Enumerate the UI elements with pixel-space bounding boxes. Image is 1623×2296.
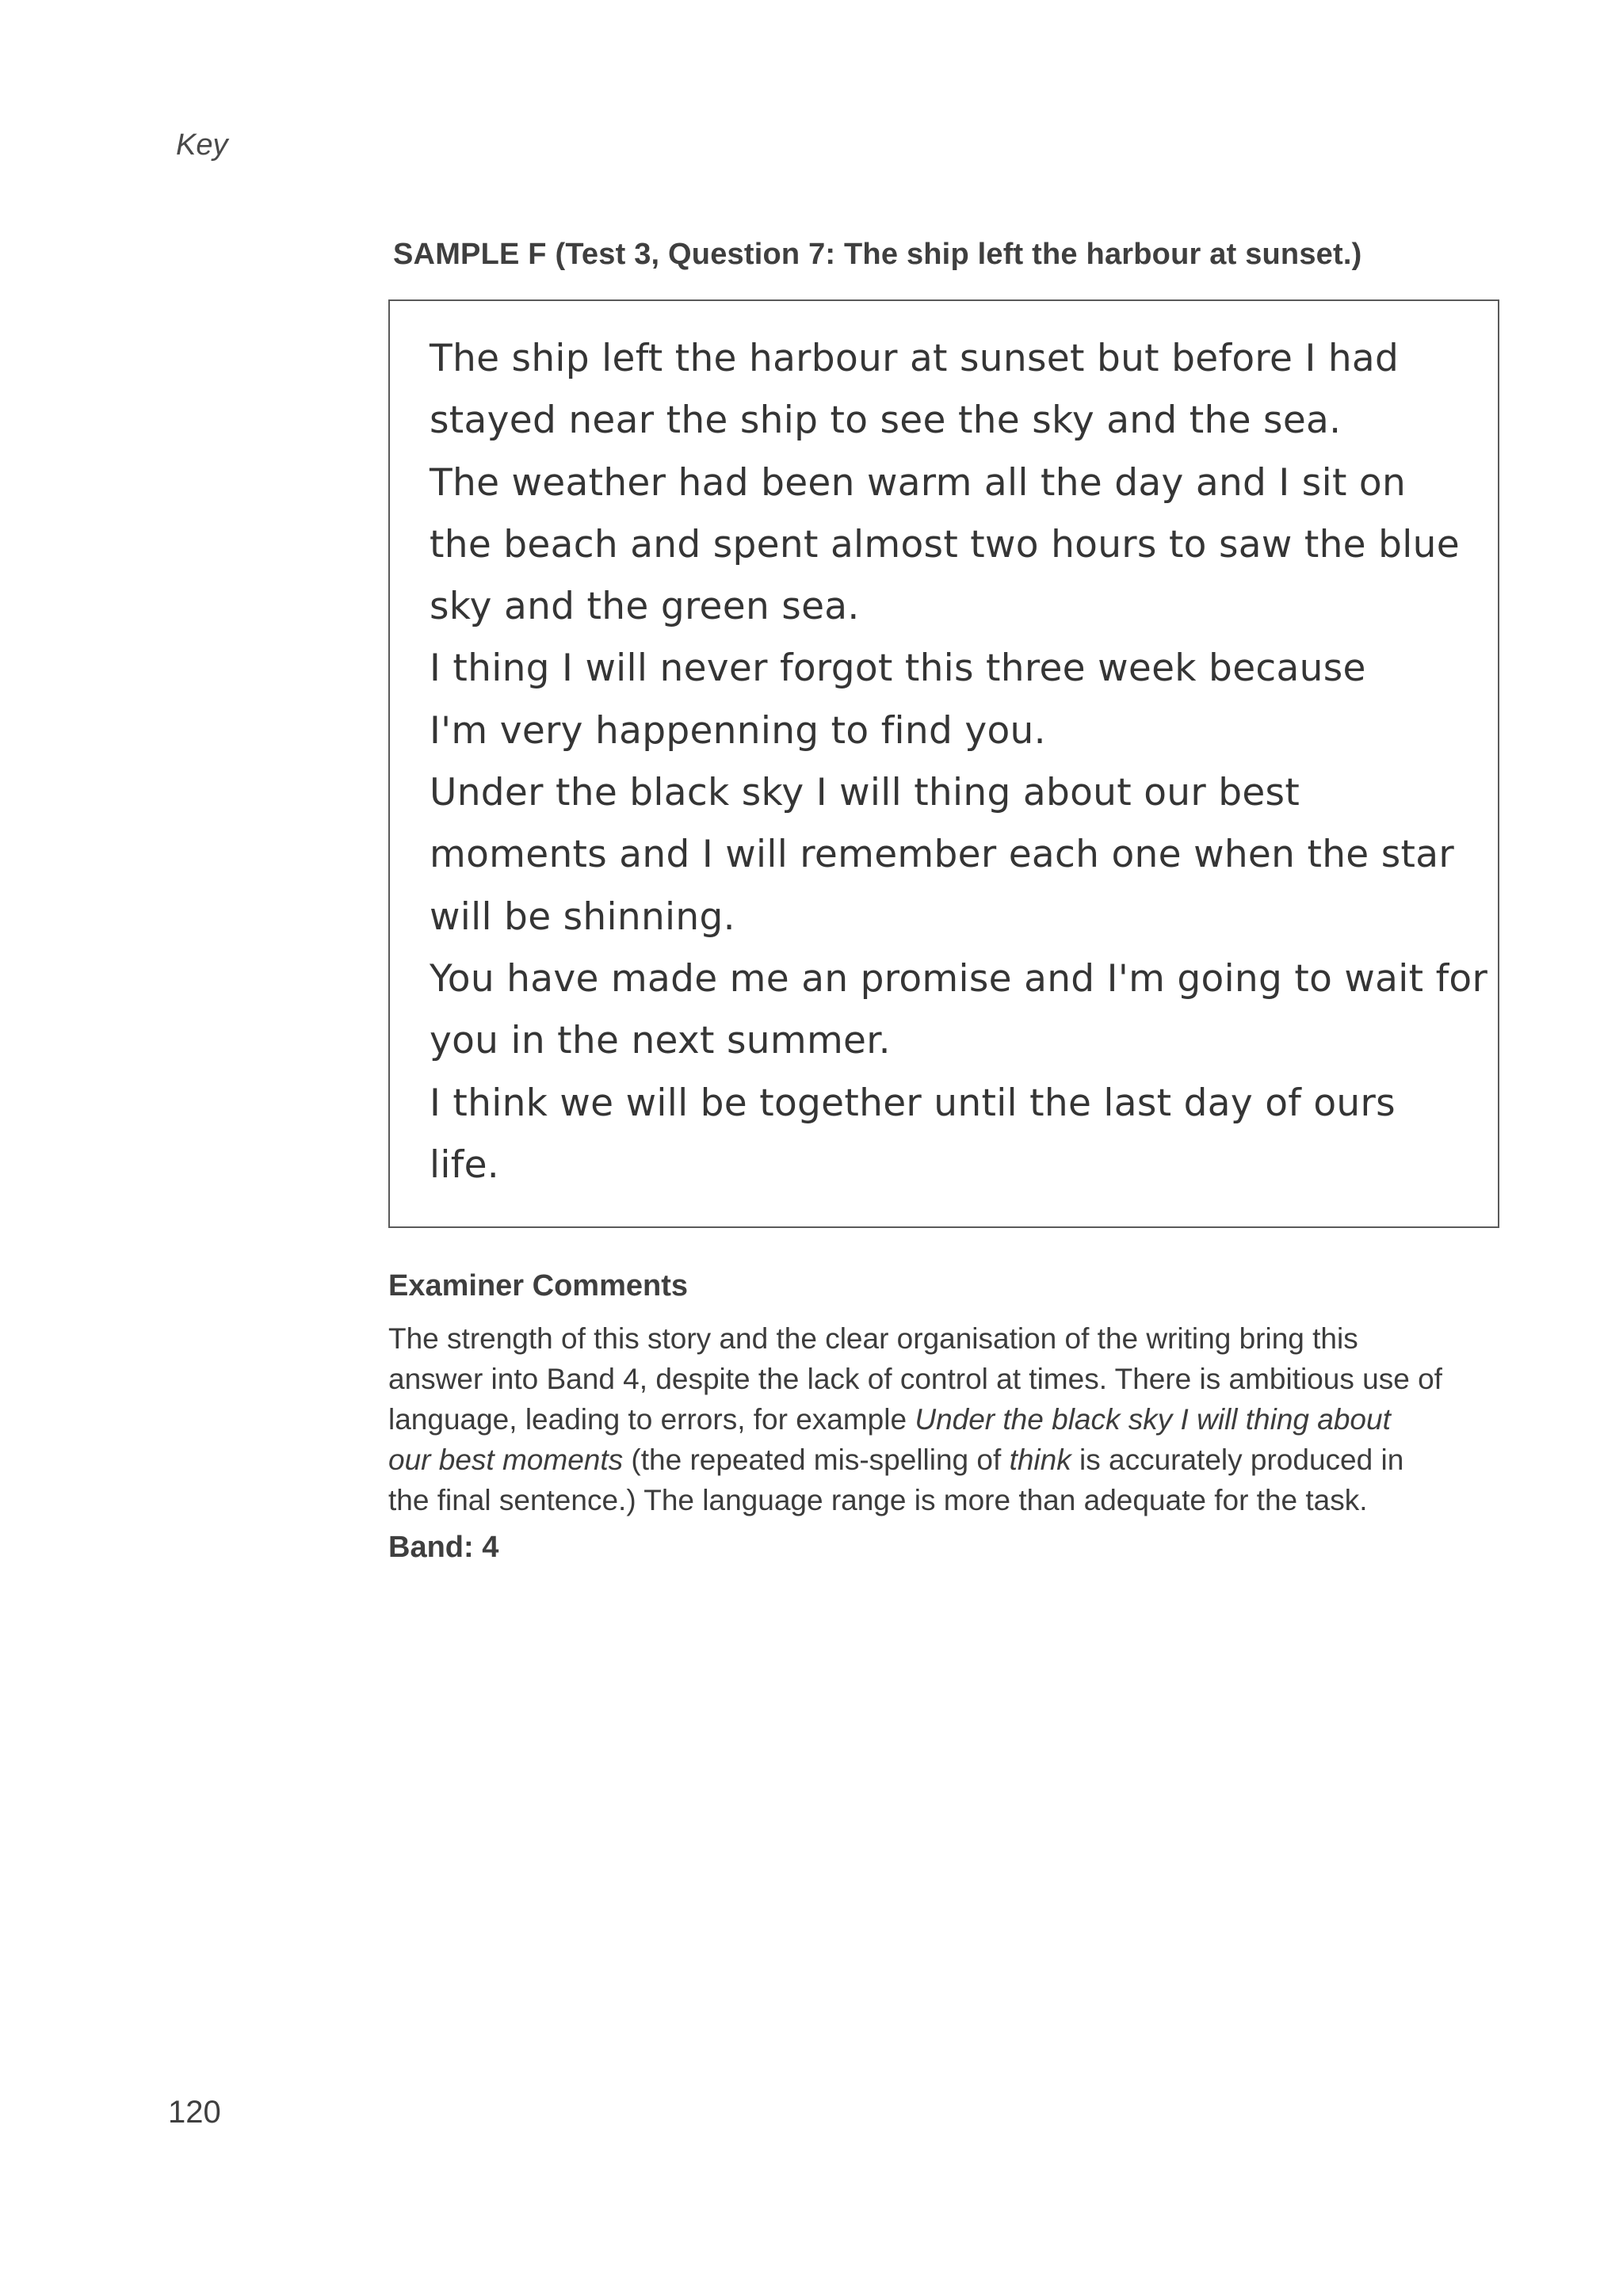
comment-line: answer into Band 4, despite the lack of control at times. There is ambitious use of	[388, 1363, 1442, 1395]
examiner-comments-heading: Examiner Comments	[388, 1269, 689, 1302]
quoted-example: our best moments	[388, 1444, 624, 1476]
answer-line: I think we will be together until the last day of ours	[430, 1081, 1396, 1125]
handwritten-answer-box	[388, 299, 1499, 1228]
answer-line: the beach and spent almost two hours to saw the blue	[430, 522, 1460, 566]
comment-line: our best moments (the repeated mis-spelling of think is accurately produced in	[388, 1444, 1404, 1476]
answer-line: Under the black sky I will thing about our best	[430, 771, 1300, 815]
answer-line: The ship left the harbour at sunset but before I had	[430, 337, 1400, 380]
answer-line: I thing I will never forgot this three week because	[430, 646, 1366, 691]
answer-line: life.	[430, 1142, 500, 1187]
answer-line: will be shinning.	[430, 894, 735, 939]
quoted-example: Under the black sky I will thing about	[915, 1403, 1391, 1436]
answer-line: You have made me an promise and I'm going to wait for	[430, 956, 1488, 1001]
comment-line: The strength of this story and the clear organisation of the writing bring this	[388, 1322, 1358, 1355]
answer-line: you in the next summer.	[430, 1019, 891, 1063]
band-score: Band: 4	[388, 1531, 499, 1564]
examiner-comments-text	[388, 1318, 1514, 1520]
handwritten-answer	[430, 328, 1488, 1196]
page-number: 120	[168, 2095, 221, 2130]
answer-line: stayed near the ship to see the sky and the sea.	[430, 399, 1342, 443]
sample-heading: SAMPLE F (Test 3, Question 7: The ship left the harbour at sunset.)	[393, 238, 1362, 271]
answer-line: The weather had been warm all the day and I sit on	[430, 460, 1407, 505]
quoted-word: think	[1009, 1444, 1071, 1476]
answer-line: sky and the green sea.	[430, 585, 860, 629]
answer-line: I'm very happenning to find you.	[430, 708, 1046, 753]
comment-line: language, leading to errors, for example Under the black sky I will thing about	[388, 1403, 1391, 1436]
answer-line: moments and I will remember each one when the star	[430, 833, 1454, 877]
running-head: Key	[176, 128, 228, 162]
comment-line: the final sentence.) The language range is more than adequate for the task.	[388, 1484, 1368, 1516]
